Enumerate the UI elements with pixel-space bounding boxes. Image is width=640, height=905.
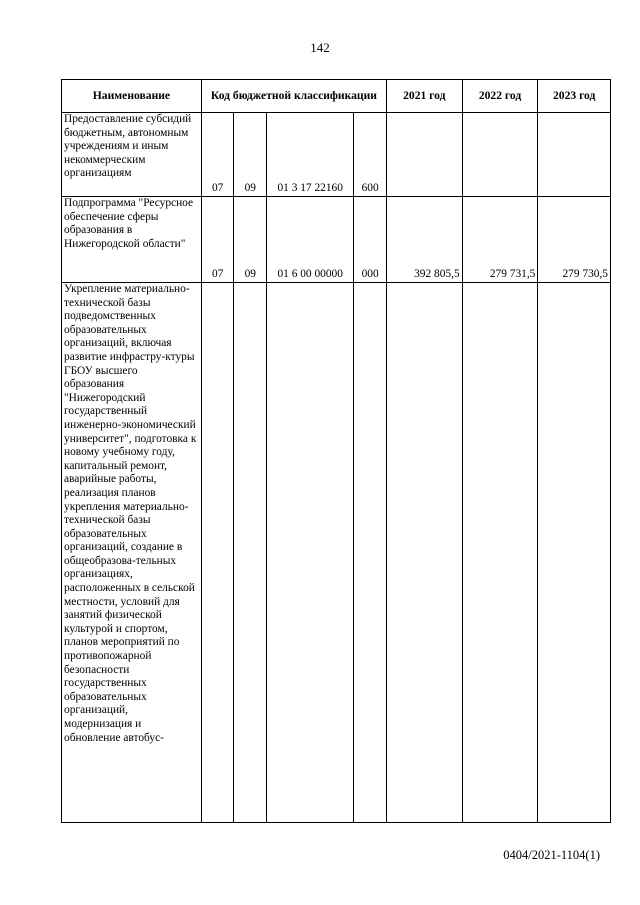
row-name: Предоставление субсидий бюджетным, автономным учреждениям и иным некоммерческим организациям <box>62 113 202 197</box>
header-2022: 2022 год <box>462 80 538 113</box>
header-code: Код бюджетной классификации <box>201 80 386 113</box>
page-number: 142 <box>310 40 330 55</box>
header-row <box>62 80 611 113</box>
row-amount-2023: 279 730,5 <box>538 197 611 283</box>
row-amount-2022 <box>462 283 538 823</box>
row-code-subsection: 09 <box>234 197 267 283</box>
row-code-target: 01 3 17 22160 <box>267 113 354 197</box>
row-amount-2021 <box>386 113 462 197</box>
row-amount-2022 <box>462 113 538 197</box>
table-row <box>62 113 611 197</box>
row-amount-2021 <box>386 283 462 823</box>
row-name: Подпрограмма "Ресурсное обеспечение сферы образования в Нижегородской области" <box>62 197 202 283</box>
row-code-expense-type <box>354 283 387 823</box>
row-amount-2023 <box>538 283 611 823</box>
row-code-section: 07 <box>201 197 234 283</box>
row-amount-2021: 392 805,5 <box>386 197 462 283</box>
row-amount-2023 <box>538 113 611 197</box>
document-id: 0404/2021-1104(1) <box>503 848 600 862</box>
row-name: Укрепление материально-технической базы подведомственных образовательных организаций, включая развитие инфрастру-ктуры ГБОУ высшего образования "Нижегородский государственный инженерно-экономический университет", подготовка к новому учебному году, капитальный ремонт, аварийные работы, реализация планов укрепления материально-технической базы образовательных организаций, создание в общеобразова-тельных организациях, расположенных в сельской местности, условий для занятий физической культурой и спортом, планов мероприятий по противопожарной безопасности государственных образовательных организаций, модернизация и обновление автобус- <box>62 283 202 823</box>
row-code-target <box>267 283 354 823</box>
row-code-section <box>201 283 234 823</box>
row-code-subsection: 09 <box>234 113 267 197</box>
table-row <box>62 283 611 823</box>
header-2021: 2021 год <box>386 80 462 113</box>
row-code-section: 07 <box>201 113 234 197</box>
row-code-expense-type: 000 <box>354 197 387 283</box>
header-2023: 2023 год <box>538 80 611 113</box>
row-code-subsection <box>234 283 267 823</box>
budget-table <box>61 79 611 823</box>
table-row <box>62 197 611 283</box>
row-code-expense-type: 600 <box>354 113 387 197</box>
row-code-target: 01 6 00 00000 <box>267 197 354 283</box>
header-name: Наименование <box>62 80 202 113</box>
row-amount-2022: 279 731,5 <box>462 197 538 283</box>
